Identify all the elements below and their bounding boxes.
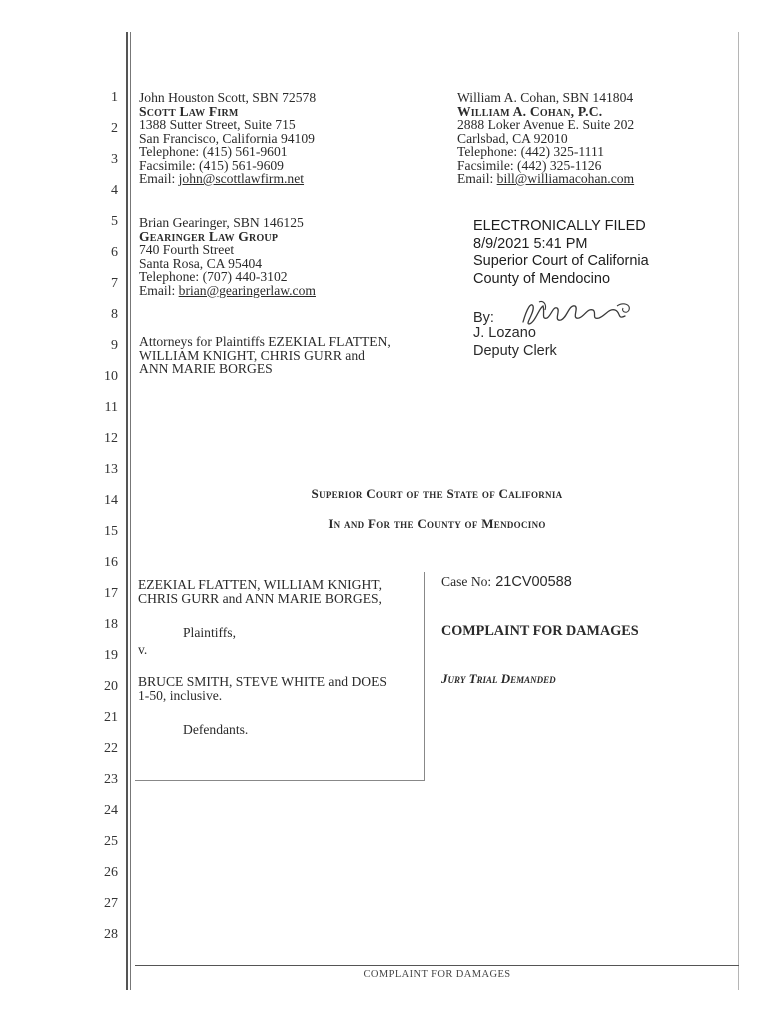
- plaintiffs-names: [138, 578, 382, 606]
- line-number: 13: [104, 462, 118, 477]
- line-number: 17: [104, 586, 118, 601]
- facsimile: Facsimile: (415) 561-9609: [139, 157, 284, 173]
- line-number: 21: [104, 710, 118, 725]
- stamp-line: Superior Court of California: [473, 253, 649, 269]
- document-title: COMPLAINT FOR DAMAGES: [441, 623, 639, 639]
- line-number: 14: [104, 493, 118, 508]
- plaintiffs-label: Plaintiffs,: [183, 625, 236, 640]
- right-margin-rule: [738, 32, 739, 990]
- line-number: 1: [111, 90, 118, 105]
- clerk-block: [473, 325, 557, 360]
- line-number: 3: [111, 152, 118, 167]
- by-label: By:: [473, 310, 494, 326]
- left-margin-rule-inner: [130, 32, 131, 990]
- email-label: Email:: [139, 171, 179, 186]
- case-number-value: 21CV00588: [495, 574, 572, 590]
- line-number: 9: [111, 338, 118, 353]
- email-link[interactable]: john@scottlawfirm.net: [178, 171, 305, 186]
- attorneys-for-block: [139, 335, 391, 376]
- court-name: Superior Court of the State of California: [311, 486, 563, 501]
- clerk-title: Deputy Clerk: [473, 342, 557, 359]
- telephone: Telephone: (415) 561-9601: [139, 144, 288, 159]
- firm-name: Scott Law Firm: [139, 103, 239, 119]
- line-number: 5: [111, 214, 118, 229]
- line-number: 28: [104, 927, 118, 942]
- defendants-names: [138, 675, 387, 703]
- counsel-block-gearinger: [139, 216, 316, 297]
- email-label: Email:: [139, 282, 179, 298]
- party-line: CHRIS GURR and ANN MARIE BORGES,: [138, 591, 382, 606]
- line-number: 15: [104, 524, 118, 539]
- stamp-line: ELECTRONICALLY FILED: [473, 218, 646, 234]
- line-number: 8: [111, 307, 118, 322]
- attorney-name: William A. Cohan, SBN 141804: [457, 90, 634, 105]
- clerk-name: J. Lozano: [473, 325, 536, 341]
- party-line: BRUCE SMITH, STEVE WHITE and DOES: [138, 674, 387, 689]
- email-line: [457, 172, 634, 186]
- address-line: Carlsbad, CA 92010: [457, 130, 568, 146]
- firm-name: William A. Cohan, P.C.: [457, 103, 603, 119]
- line-number: 11: [104, 400, 118, 415]
- court-county: In and For the County of Mendocino: [328, 516, 546, 531]
- line-number: 23: [104, 772, 118, 787]
- attorney-name: John Houston Scott, SBN 72578: [139, 90, 317, 105]
- party-line: 1-50, inclusive.: [138, 688, 223, 703]
- footer-rule: [135, 965, 739, 966]
- line-number: 16: [104, 555, 118, 570]
- party-line: EZEKIAL FLATTEN, WILLIAM KNIGHT,: [138, 577, 383, 592]
- email-label: Email:: [457, 171, 497, 186]
- line-number: 4: [111, 183, 118, 198]
- email-link[interactable]: bill@williamacohan.com: [496, 171, 635, 186]
- counsel-block-scott: [139, 91, 316, 186]
- firm-name: Gearinger Law Group: [139, 228, 279, 244]
- line-number: 25: [104, 834, 118, 849]
- line-number: 27: [104, 896, 118, 911]
- case-number: [441, 574, 572, 590]
- address-line: 2888 Loker Avenue E. Suite 202: [457, 117, 635, 132]
- line-number: 20: [104, 679, 118, 694]
- line-number: 6: [111, 245, 118, 260]
- address-line: 1388 Sutter Street, Suite 715: [139, 117, 296, 132]
- defendants-label: Defendants.: [183, 722, 249, 737]
- telephone: Telephone: (707) 440-3102: [139, 269, 288, 284]
- address-line: 740 Fourth Street: [139, 242, 235, 257]
- telephone: Telephone: (442) 325-1111: [457, 144, 605, 159]
- email-line: [139, 172, 316, 186]
- case-number-label: Case No:: [441, 574, 492, 589]
- line-number: 12: [104, 431, 118, 446]
- line-number: 2: [111, 121, 118, 136]
- line-number: 18: [104, 617, 118, 632]
- counsel-block-cohan: [457, 91, 634, 186]
- attorneys-for-line: ANN MARIE BORGES: [139, 361, 273, 376]
- email-line: [139, 284, 316, 298]
- page-footer: COMPLAINT FOR DAMAGES: [363, 969, 511, 980]
- versus: v.: [138, 642, 148, 657]
- attorneys-for-line: Attorneys for Plaintiffs EZEKIAL FLATTEN,: [139, 334, 391, 349]
- facsimile: Facsimile: (442) 325-1126: [457, 157, 602, 173]
- electronic-filing-stamp: [473, 218, 649, 288]
- left-margin-rule: [126, 32, 128, 990]
- line-number: 7: [111, 276, 118, 291]
- attorney-name: Brian Gearinger, SBN 146125: [139, 215, 304, 230]
- jury-demand: Jury Trial Demanded: [441, 671, 556, 686]
- attorneys-for-line: WILLIAM KNIGHT, CHRIS GURR and: [139, 347, 365, 363]
- line-number: 26: [104, 865, 118, 880]
- line-number: 24: [104, 803, 118, 818]
- stamp-date: 8/9/2021 5:41 PM: [473, 235, 588, 252]
- email-link[interactable]: brian@gearingerlaw.com: [178, 282, 316, 298]
- address-line: Santa Rosa, CA 95404: [139, 255, 263, 271]
- line-number: 22: [104, 741, 118, 756]
- line-number: 10: [104, 369, 118, 384]
- line-number: 19: [104, 648, 118, 663]
- address-line: San Francisco, California 94109: [139, 130, 315, 146]
- stamp-line: County of Mendocino: [473, 270, 611, 287]
